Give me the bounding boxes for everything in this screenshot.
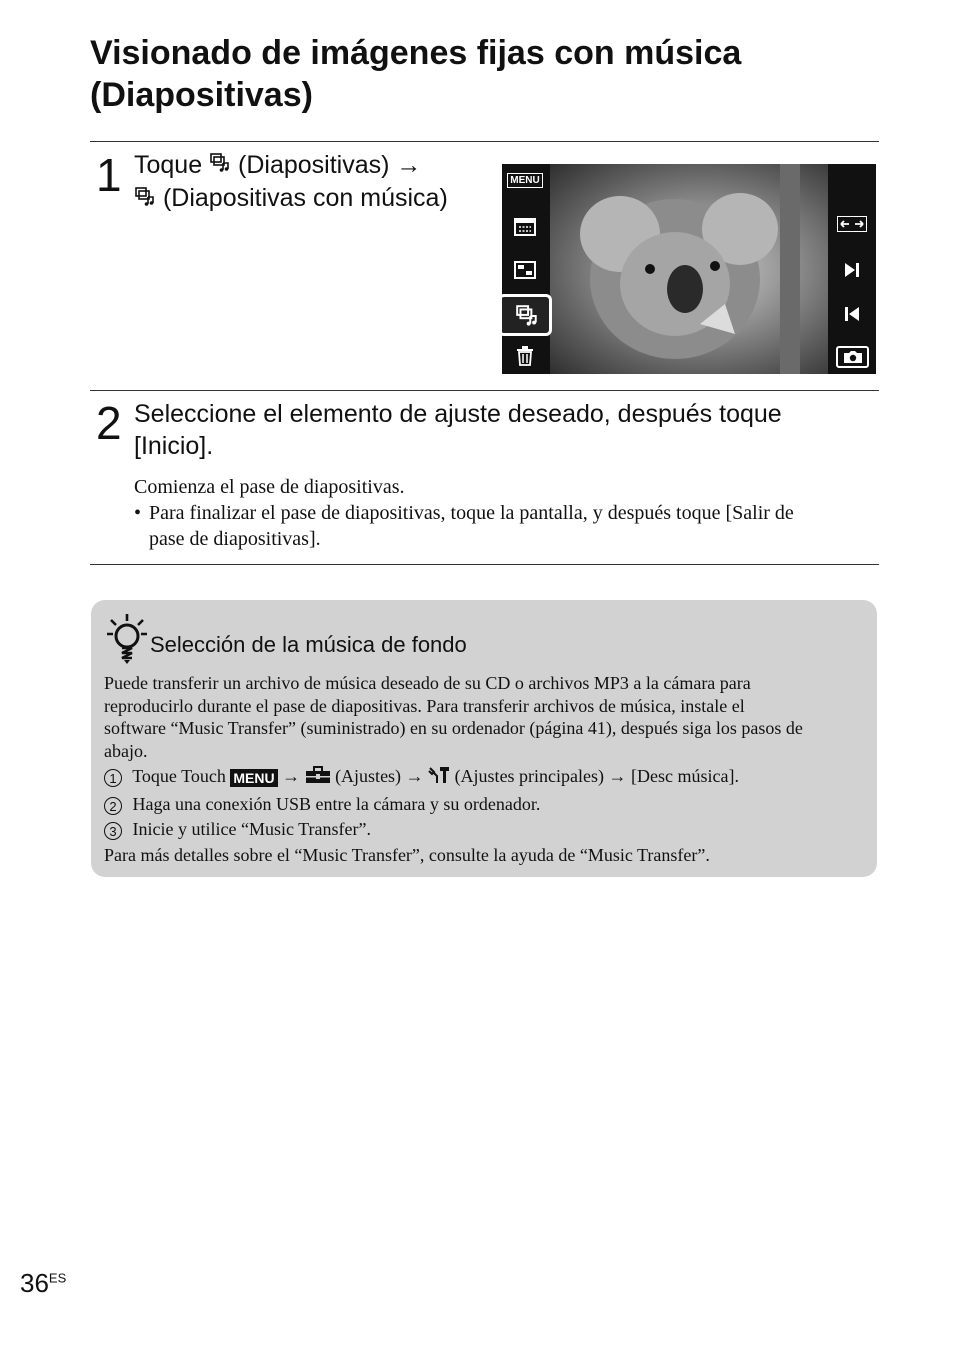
previous-icon[interactable] bbox=[835, 300, 869, 328]
item1-touch-text: Toque Touch bbox=[132, 766, 226, 786]
menu-label: MENU bbox=[507, 173, 542, 188]
zoom-arrows-icon[interactable] bbox=[835, 210, 869, 238]
step2-heading-line1: Seleccione el elemento de ajuste deseado, después toque bbox=[134, 400, 782, 428]
step2-heading bbox=[134, 398, 894, 462]
toolbox-icon bbox=[305, 766, 331, 790]
camera-right-toolbar bbox=[828, 164, 876, 374]
menu-icon[interactable] bbox=[508, 166, 542, 194]
tip-item-3 bbox=[104, 818, 874, 841]
camera-screen bbox=[502, 164, 876, 374]
item1-settings-text: (Ajustes) bbox=[335, 766, 402, 786]
lightbulb-icon bbox=[105, 612, 149, 671]
step1-music-label: (Diapositivas con música) bbox=[162, 184, 448, 213]
camera-left-toolbar bbox=[502, 164, 550, 374]
index-icon[interactable] bbox=[508, 256, 542, 284]
arrow-icon: → bbox=[405, 766, 424, 786]
tip-para-line4: abajo. bbox=[104, 740, 148, 761]
page-number-value: 36 bbox=[20, 1268, 49, 1298]
item1-music-text: [Desc música]. bbox=[631, 766, 739, 786]
step1-slideshow-label: (Diapositivas) bbox=[238, 151, 390, 179]
slideshow-music-icon bbox=[134, 184, 156, 216]
item1-main-settings-text: (Ajustes principales) bbox=[454, 766, 605, 786]
step2-bullet-line2: pase de diapositivas]. bbox=[149, 528, 321, 550]
calendar-icon[interactable] bbox=[508, 213, 542, 241]
tip-box bbox=[91, 600, 877, 877]
camera-icon[interactable] bbox=[836, 346, 869, 368]
arrow-icon: → bbox=[396, 151, 422, 179]
tip-para-line2: reproducirlo durante el pase de diapositivas. Para transferir archivos de música, instale el bbox=[104, 695, 745, 716]
step1-text bbox=[134, 149, 494, 216]
slideshow-icon bbox=[209, 150, 231, 182]
step2-body-text: Comienza el pase de diapositivas. bbox=[134, 476, 405, 498]
item2-text: Haga una conexión USB entre la cámara y su ordenador. bbox=[132, 793, 541, 814]
item3-number: 3 bbox=[104, 822, 122, 840]
step2-number: 2 bbox=[96, 397, 122, 449]
item3-text: Inicie y utilice “Music Transfer”. bbox=[132, 819, 371, 840]
next-icon[interactable] bbox=[835, 256, 869, 284]
tip-body bbox=[104, 672, 874, 866]
step2-body bbox=[134, 474, 894, 552]
section-divider-middle bbox=[90, 390, 879, 391]
step2-bullet-line1: Para finalizar el pase de diapositivas, toque la pantalla, y después toque [Salir de bbox=[149, 502, 794, 524]
step1-touch-label: Toque bbox=[134, 151, 203, 179]
tip-para-line1: Puede transferir un archivo de música deseado de su CD o archivos MP3 a la cámara para bbox=[104, 673, 751, 693]
slideshow-music-icon[interactable] bbox=[502, 294, 552, 336]
item1-number: 1 bbox=[104, 769, 122, 787]
section-divider-top bbox=[90, 141, 879, 142]
page-title bbox=[90, 32, 890, 116]
arrow-icon: → bbox=[608, 766, 627, 786]
step1-number: 1 bbox=[96, 149, 122, 201]
tip-item-1 bbox=[104, 765, 874, 790]
arrow-icon: → bbox=[282, 766, 301, 786]
tip-footer: Para más detalles sobre el “Music Transfer”, consulte la ayuda de “Music Transfer”. bbox=[104, 844, 710, 865]
page-number bbox=[20, 1268, 66, 1299]
page-number-suffix: ES bbox=[48, 1270, 67, 1286]
wrench-icon bbox=[428, 766, 450, 790]
trash-icon[interactable] bbox=[508, 342, 542, 370]
tip-title: Selección de la música de fondo bbox=[150, 632, 467, 657]
tip-para-line3: software “Music Transfer” (suministrado) en su ordenador (página 41), después siga los pasos de bbox=[104, 718, 803, 738]
menu-icon: MENU bbox=[230, 769, 277, 787]
page-title-line1: Visionado de imágenes fijas con música bbox=[90, 34, 742, 72]
step2-heading-line2: [Inicio]. bbox=[134, 432, 214, 460]
step2-bullet bbox=[134, 500, 894, 552]
page-title-line2: (Diapositivas) bbox=[90, 76, 313, 114]
section-divider-bottom bbox=[90, 564, 879, 565]
tip-item-2 bbox=[104, 793, 874, 816]
bullet-dot: • bbox=[134, 502, 142, 524]
koala-photo bbox=[550, 164, 828, 374]
item2-number: 2 bbox=[104, 797, 122, 815]
